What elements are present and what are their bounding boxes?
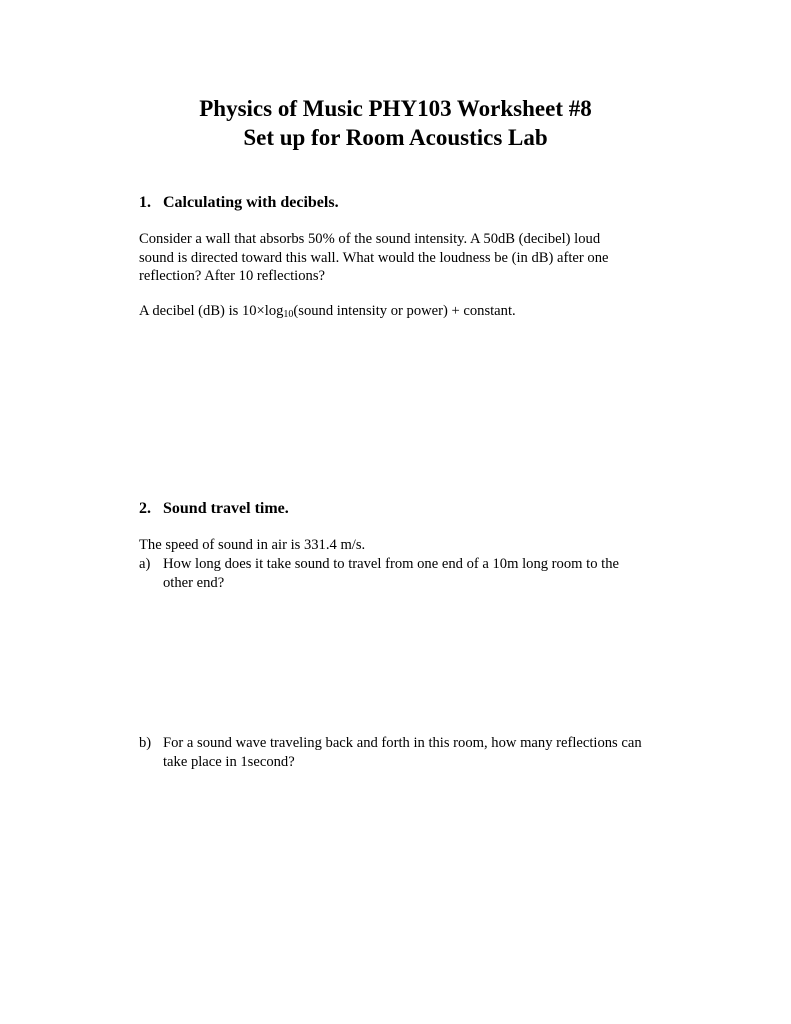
speed-of-sound-statement: The speed of sound in air is 331.4 m/s.: [139, 537, 366, 553]
question-b-line-1: For a sound wave traveling back and forth in this room, how many reflections can: [163, 735, 642, 751]
question-a-line-1: How long does it take sound to travel from one end of a 10m long room to the: [163, 556, 619, 572]
section-1-heading: [139, 193, 339, 213]
question-b: [139, 734, 642, 770]
question-a-line-2: other end?: [163, 574, 225, 591]
page-subtitle: Set up for Room Acoustics Lab: [243, 125, 548, 150]
section-2-number: 2.: [139, 500, 151, 517]
question-a: [139, 555, 619, 591]
section-2-heading: [139, 499, 289, 519]
page-title: Physics of Music PHY103 Worksheet #8: [199, 96, 592, 121]
section-2-title: Sound travel time.: [163, 500, 289, 517]
section-1-text-line-2: sound is directed toward this wall. What would the loudness be (in dB) after one: [139, 249, 609, 266]
formula-subscript: 10: [283, 309, 294, 320]
section-1-number: 1.: [139, 194, 151, 211]
decibel-formula: [139, 302, 516, 321]
section-1-text-line-3: reflection? After 10 reflections?: [139, 268, 325, 284]
section-1-title: Calculating with decibels.: [163, 194, 339, 211]
section-1-text-line-1: Consider a wall that absorbs 50% of the sound intensity. A 50dB (decibel) loud: [139, 231, 601, 247]
question-a-label: a): [139, 556, 151, 572]
question-b-label: b): [139, 735, 152, 751]
formula-suffix: (sound intensity or power) + constant.: [293, 303, 516, 319]
formula-prefix: A decibel (dB) is 10×log: [139, 303, 284, 319]
question-b-line-2: take place in 1second?: [163, 753, 295, 770]
